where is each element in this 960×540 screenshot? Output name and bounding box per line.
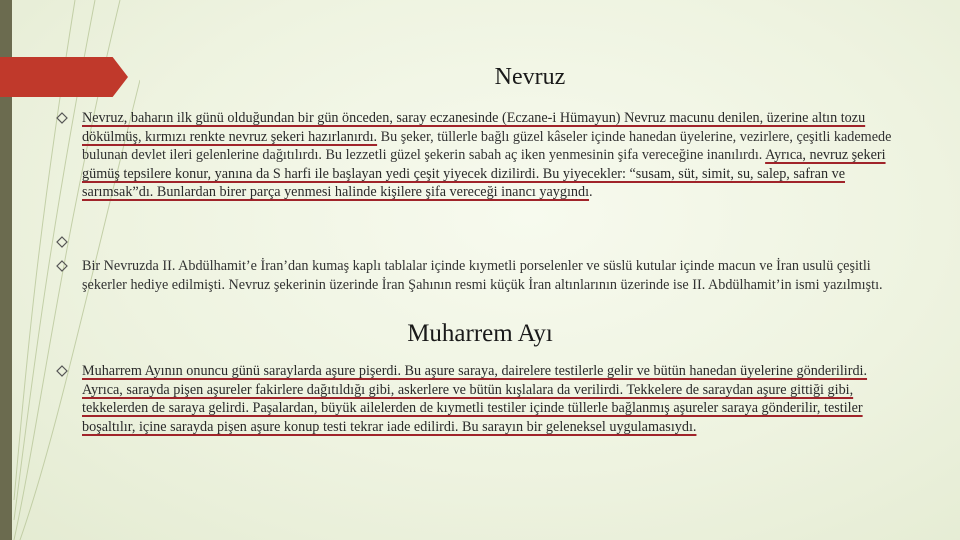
- paragraph-segment: Muharrem Ayının onuncu günü saraylarda aşure pişerdi. Bu aşure saraya, dairelere testilerle gelir ve bütün hanedan üyelerine gönderilirdi. Ayrıca, sarayda pişen aşureler fakirlere dağıtıldığı gibi, askerlere ve bütün kışlalara da verilirdi. Tekkelere de saraydan aşure gittiği gibi, tekkelerden de saraya gelirdi. Paşalardan, büyük ailelerden de kıymetli testiler içinde tüllerle bağlanmış aşureler saraya gönderilir, testiler boşaltılır, içine sarayda pişen aşure konup testi tekrar iade edilirdi. Bu sarayın bir geleneksel uygulamasıydı.: [82, 363, 868, 435]
- section-title-nevruz: Nevruz: [494, 64, 566, 90]
- diamond-bullet-icon: [56, 260, 68, 272]
- title-accent-arrow: [0, 57, 128, 97]
- paragraph-asure: [56, 362, 906, 436]
- paragraph-segment: Bir Nevruzda II. Abdülhamit’e İran’dan kumaş kaplı tablalar içinde kıymetli porselenler ve süslü kutular içinde macun ve İran usulü çeşitli şekerler hediye edilmişti. Nevruz şekerinin üzerinde İran Şahının resmi küçük İran altınlarının üzerinde ise II. Abdülhamit’in ismi yazılmıştı.: [82, 258, 883, 293]
- paragraph-segment: Bu şeker, tüllerle bağlı güzel kâseler içinde hanedan üyelerine, vezirlere, çeşitli kademede bulunan devlet ileri gelenlerine dağıtılırdı. Bu lezzetli güzel şekerin sabah aç iken yenmesinin şifa vereceğine inanılırdı.: [82, 128, 892, 164]
- paragraph-nevruz-sekeri: [56, 109, 906, 202]
- diamond-bullet-icon: [56, 112, 68, 124]
- paragraph-segment: Nevruz, baharın ilk günü olduğundan bir gün önceden, saray eczanesinde (Eczane-i Hümayun) Nevruz macunu denilen, üzerine altın tozu dökülmüş, kırmızı renkte nevruz şekeri hazırlanırdı.: [82, 110, 866, 145]
- section-title-muharrem: Muharrem Ayı: [407, 320, 553, 347]
- diamond-bullet-icon: [56, 365, 68, 377]
- diamond-bullet-icon: [56, 236, 68, 248]
- paragraph-segment: Ayrıca, nevruz şekeri gümüş tepsilere konur, yanına da S harfi ile başlayan yedi çeşit yiyecek dizilirdi. Bu yiyecekler: “susam, süt, simit, su, salep, safran ve sarımsak”dı. Bunlardan birer parça yenmesi halinde kişilere şifa vereceği inancı yaygındı: [82, 147, 886, 201]
- paragraph-abdulhamit-hediye: [56, 257, 906, 294]
- paragraph-segment: .: [589, 184, 593, 201]
